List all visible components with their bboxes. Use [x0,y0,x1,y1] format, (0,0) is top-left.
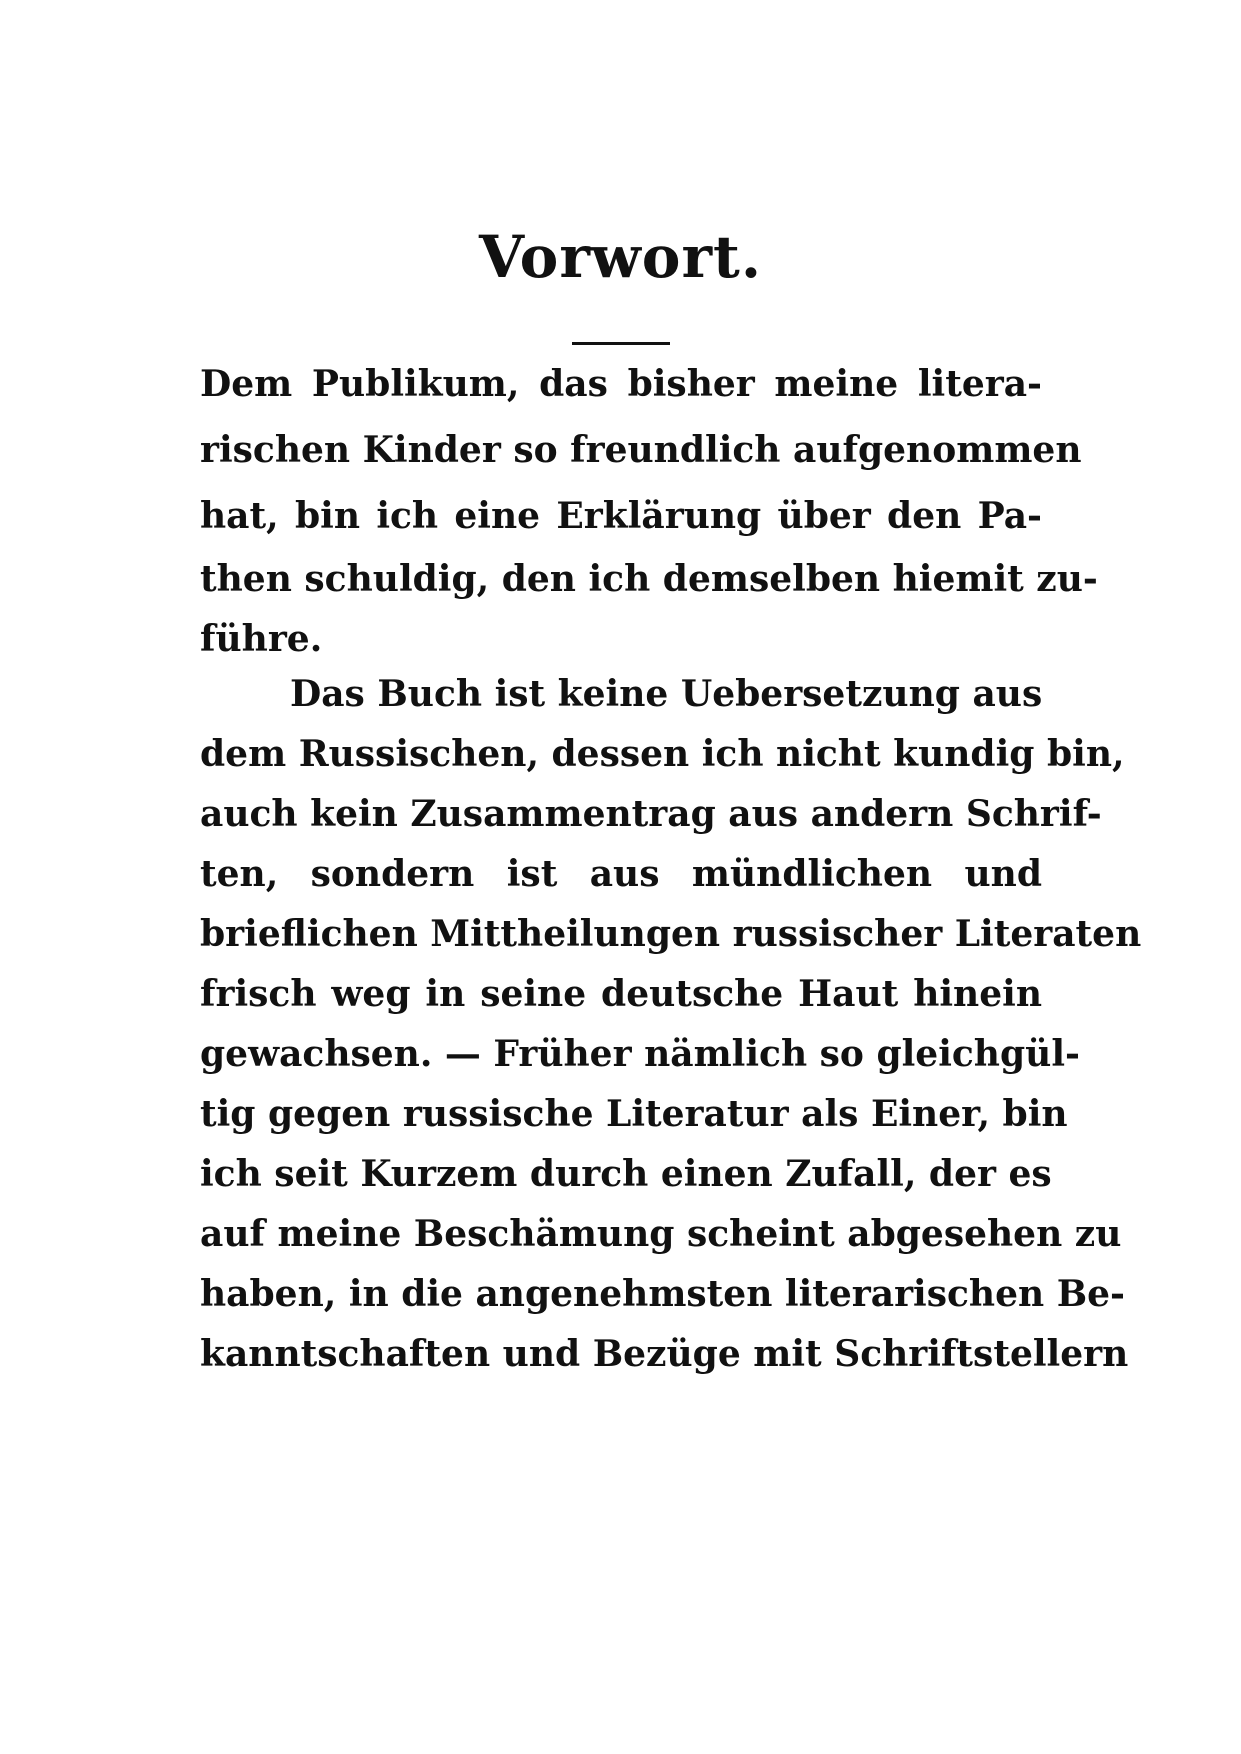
text-line: ich seit Kurzem durch einen Zufall, der es [200,1153,1052,1195]
text-line: rischen Kinder so freundlich aufgenommen [200,429,1082,471]
title-divider [572,342,670,345]
text-line: auf meine Beschämung scheint abgesehen zu [200,1213,1122,1255]
text-line: dem Russischen, dessen ich nicht kundig bin, [200,733,1125,775]
page-title: Vorwort. [478,223,763,291]
text-line: haben, in die angenehmsten literarischen Be- [200,1273,1125,1315]
text-line: tig gegen russische Literatur als Einer, bin [200,1093,1068,1135]
text-line: gewachsen. — Früher nämlich so gleichgül- [200,1033,1080,1075]
text-line: then schuldig, den ich demselben hiemit zu- [200,558,1098,600]
text-line: frisch weg in seine deutsche Haut hinein [200,973,1042,1015]
text-line: Dem Publikum, das bisher meine litera- [200,363,1042,405]
text-line: Das Buch ist keine Uebersetzung aus [290,673,1043,715]
text-line: führe. [200,618,323,660]
text-line: kanntschaften und Bezüge mit Schriftstellern [200,1333,1129,1375]
text-line: ten, sondern ist aus mündlichen und [200,853,1042,895]
text-line: brieflichen Mittheilungen russischer Literaten [200,913,1142,955]
text-line: auch kein Zusammentrag aus andern Schrif- [200,793,1102,835]
text-line: hat, bin ich eine Erklärung über den Pa- [200,495,1042,537]
